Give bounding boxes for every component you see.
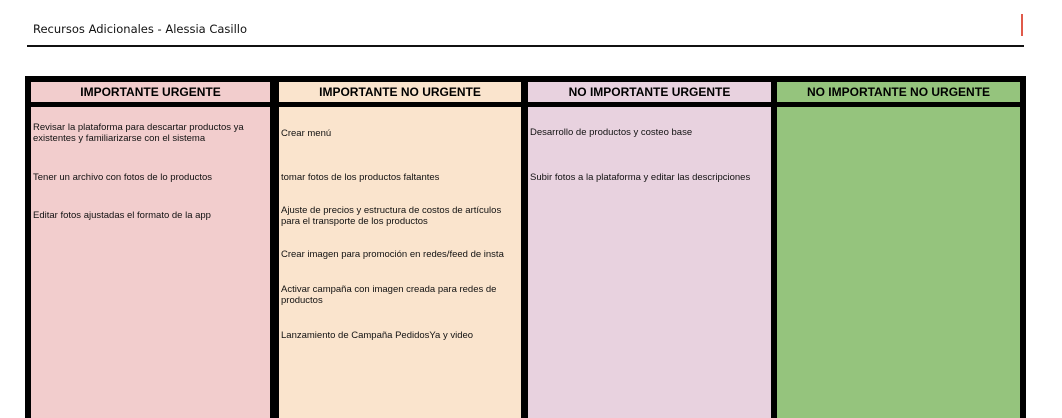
task-item[interactable]: Subir fotos a la plataforma y editar las descripciones bbox=[530, 172, 751, 183]
quadrant-task-list bbox=[528, 107, 771, 418]
task-item[interactable]: Crear menú bbox=[281, 128, 332, 139]
task-item[interactable]: Revisar la plataforma para descartar productos ya existentes y familiarizarse con el sistema bbox=[33, 122, 244, 144]
quadrant-importante-no-urgente bbox=[273, 76, 527, 418]
quadrant-heading: NO IMPORTANTE URGENTE bbox=[528, 82, 771, 102]
task-item[interactable]: Editar fotos ajustadas el formato de la app bbox=[33, 210, 211, 221]
quadrant-heading: IMPORTANTE URGENTE bbox=[31, 82, 270, 102]
quadrant-importante-urgente bbox=[25, 76, 276, 418]
quadrant-task-list bbox=[279, 107, 521, 418]
eisenhower-matrix bbox=[25, 76, 1026, 418]
title-divider bbox=[27, 45, 1024, 47]
quadrant-heading: IMPORTANTE NO URGENTE bbox=[279, 82, 521, 102]
quadrant-no-importante-no-urgente bbox=[771, 76, 1026, 418]
document-title: Recursos Adicionales - Alessia Casillo bbox=[33, 22, 248, 36]
quadrant-task-list bbox=[31, 107, 270, 418]
edge-marker bbox=[1021, 14, 1023, 36]
task-item[interactable]: tomar fotos de los productos faltantes bbox=[281, 172, 440, 183]
task-item[interactable]: Crear imagen para promoción en redes/feed de insta bbox=[281, 249, 504, 260]
quadrant-no-importante-urgente bbox=[522, 76, 777, 418]
task-item[interactable]: Ajuste de precios y estructura de costos de artículos para el transporte de los productos bbox=[281, 205, 502, 227]
task-item[interactable]: Desarrollo de productos y costeo base bbox=[530, 127, 693, 138]
task-item[interactable]: Lanzamiento de Campaña PedidosYa y video bbox=[281, 330, 474, 341]
quadrant-heading: NO IMPORTANTE NO URGENTE bbox=[777, 82, 1020, 102]
task-item[interactable]: Tener un archivo con fotos de lo productos bbox=[33, 172, 213, 183]
task-item[interactable]: Activar campaña con imagen creada para redes de productos bbox=[281, 284, 497, 306]
quadrant-task-list bbox=[777, 107, 1020, 418]
